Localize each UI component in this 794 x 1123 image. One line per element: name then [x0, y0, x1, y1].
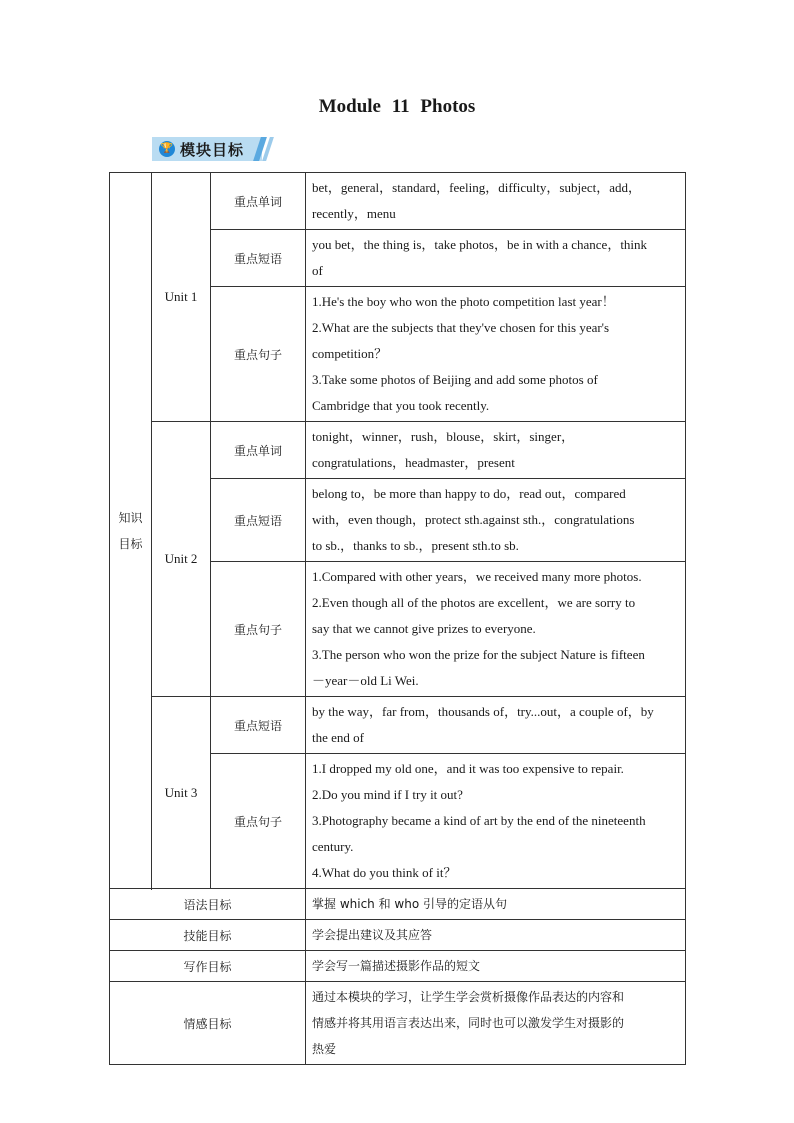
content-cell: by the way，far from，thousands of，try...out，a couple of，by the end of: [306, 697, 686, 754]
goal-label: 情感目标: [110, 982, 306, 1065]
category-label: 重点短语: [211, 697, 306, 754]
table-row: [110, 982, 686, 1065]
table-row: [110, 422, 686, 479]
category-label: 重点单词: [211, 173, 306, 230]
content-cell: tonight，winner，rush，blouse，skirt，singer， congratulations，headmaster，present: [306, 422, 686, 479]
goal-label: 语法目标: [110, 889, 306, 920]
unit-label: Unit 3: [152, 697, 211, 889]
content-cell: 1.He's the boy who won the photo competition last year！ 2.What are the subjects that they've chosen for this year's competition？ 3.Take some photos of Beijing and add some photos of Cambridge that you took recently.: [306, 287, 686, 422]
knowledge-goal-label: 知识 目标: [110, 173, 152, 889]
table-row: [110, 920, 686, 951]
category-label: 重点句子: [211, 562, 306, 697]
unit-label: Unit 1: [152, 173, 211, 422]
category-label: 重点短语: [211, 230, 306, 287]
section-badge: [152, 137, 272, 161]
unit-label: Unit 2: [152, 422, 211, 697]
category-label: 重点句子: [211, 287, 306, 422]
goals-table: [109, 172, 686, 1065]
goal-content: 通过本模块的学习，让学生学会赏析摄像作品表达的内容和 情感并将其用语言表达出来，同时也可以激发学生对摄影的 热爱: [306, 982, 686, 1065]
goal-content: 学会写一篇描述摄影作品的短文: [306, 951, 686, 982]
category-label: 重点句子: [211, 754, 306, 889]
goal-content: 掌握 which 和 who 引导的定语从句: [306, 889, 686, 920]
table-row: [110, 889, 686, 920]
goal-label: 技能目标: [110, 920, 306, 951]
content-cell: 1.I dropped my old one，and it was too expensive to repair. 2.Do you mind if I try it out? 3.Photography became a kind of art by the end of the nineteenth century. 4.What do you think of it？: [306, 754, 686, 889]
content-cell: bet，general，standard，feeling，difficulty，subject，add， recently，menu: [306, 173, 686, 230]
goal-content: 学会提出建议及其应答: [306, 920, 686, 951]
content-cell: belong to，be more than happy to do，read out，compared with，even though，protect sth.against sth.，congratulations to sb.，thanks to sb.，present sth.to sb.: [306, 479, 686, 562]
category-label: 重点短语: [211, 479, 306, 562]
table-row: [110, 173, 686, 230]
content-cell: you bet，the thing is，take photos，be in with a chance，think of: [306, 230, 686, 287]
table-row: [110, 951, 686, 982]
table-row: [110, 697, 686, 754]
category-label: 重点单词: [211, 422, 306, 479]
trophy-icon: 🏆: [159, 141, 175, 157]
goal-label: 写作目标: [110, 951, 306, 982]
content-cell: 1.Compared with other years，we received many more photos. 2.Even though all of the photos are excellent，we are sorry to say that we cannot give prizes to everyone. 3.The person who won the prize for the subject Nature is fifteen －year－old Li Wei.: [306, 562, 686, 697]
page-title: Module 11 Photos: [318, 96, 476, 117]
badge-label: 模块目标: [180, 141, 245, 159]
